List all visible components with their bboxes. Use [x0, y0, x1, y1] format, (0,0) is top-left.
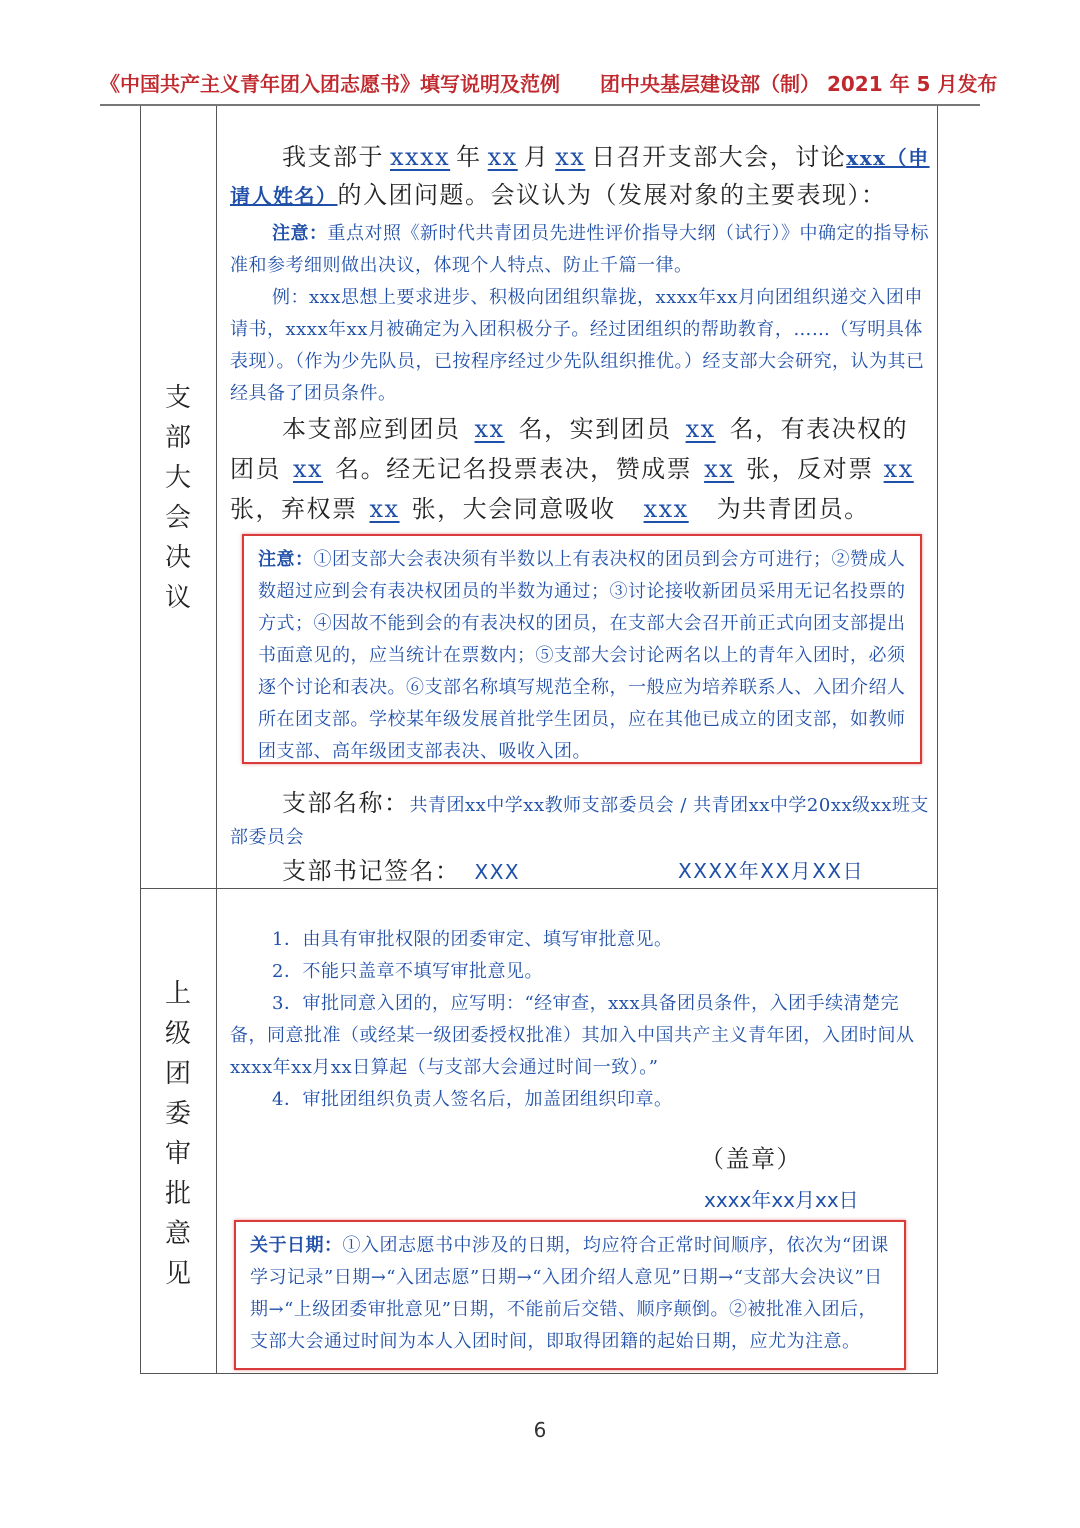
- votes-against[interactable]: xx: [883, 455, 914, 483]
- secretary-signature-line: 支部书记签名： XXX XXXX年XX月XX日: [230, 852, 982, 891]
- note-box-dates: 关于日期：①入团志愿书中涉及的日期，均应符合正常时间顺序，依次为“团课学习记录”日期→“入团志愿”日期→“入团介绍人意见”日期→“支部大会决议”日期→“上级团委审批意见”日期，不能前后交错、顺序颠倒。②被批准入团后，支部大会通过时间为本人入团时间，即取得团籍的起始日期，应尤为注意。: [234, 1220, 906, 1370]
- note-evaluation: 注意：重点对照《新时代共青团员先进性评价指导大纲（试行）》中确定的指导标准和参考细则做出决议，体现个人特点、防止千篇一律。: [230, 223, 929, 276]
- meeting-line-1: 我支部于 xxxx 年 xx 月 xx 日召开支部大会，讨论xxx（申: [282, 143, 930, 171]
- applicant-name-b[interactable]: 请人姓名）: [230, 184, 338, 208]
- voting-members[interactable]: xx: [293, 455, 324, 483]
- members-present[interactable]: xx: [685, 415, 716, 443]
- seal-placeholder: （盖章）: [700, 1145, 802, 1173]
- secretary-sign-date[interactable]: XXXX年XX月XX日: [678, 859, 865, 883]
- row-label-branch-resolution: 支 部 大 会 决 议: [164, 383, 191, 613]
- members-expected[interactable]: xx: [474, 415, 505, 443]
- approval-date[interactable]: xxxx年xx月xx日: [704, 1188, 859, 1212]
- vote-line-2: 团员 xx 名。经无记名投票表决，赞成票 xx 张，反对票 xx: [230, 450, 930, 488]
- accepted-name[interactable]: xxx: [643, 495, 689, 523]
- votes-abstain[interactable]: xx: [369, 495, 400, 523]
- example-text: 例：xxx思想上要求进步、积极向团组织靠拢，xxxx年xx月向团组织递交入团申请书，xxxx年xx月被确定为入团积极分子。经过团组织的帮助教育，……（写明具体表现）。（作为少先队员，已按程序经过少先队组织推优。）经支部大会研究，认为其已经具备了团员条件。: [230, 287, 925, 404]
- header-publisher: 团中央基层建设部（制） 2021 年 5 月发布: [600, 72, 998, 96]
- meeting-day[interactable]: xx: [555, 143, 586, 171]
- row-label-approval: 上 级 团 委 审 批 意 见: [164, 979, 191, 1289]
- approval-item-1: 1．由具有审批权限的团委审定、填写审批意见。: [272, 929, 673, 950]
- branch-name-value[interactable]: 共青团xx中学xx教师支部委员会 / 共青团xx中学20xx级xx班支部委员会: [230, 795, 929, 848]
- meeting-line-2: 请人姓名）的入团问题。会议认为（发展对象的主要表现）：: [230, 181, 887, 209]
- note-box-voting-rules: 注意：①团支部大会表决须有半数以上有表决权的团员到会方可进行；②赞成人数超过应到会有表决权团员的半数为通过；③讨论接收新团员采用无记名投票的方式；④因故不能到会的有表决权的团员，在支部大会召开前正式向团支部提出书面意见的，应当统计在票数内；⑤支部大会讨论两名以上的青年入团时，必须逐个讨论和表决。⑥支部名称填写规范全称，一般应为培养联系人、入团介绍人所在团支部。学校某年级发展首批学生团员，应在其他已成立的团支部，如教师团支部、高年级团支部表决、吸收入团。: [242, 534, 922, 764]
- header-title: 《中国共产主义青年团入团志愿书》填写说明及范例: [100, 72, 560, 96]
- table-column-divider: [216, 106, 217, 1374]
- page-header: [100, 68, 998, 102]
- page-number: 6: [533, 1418, 547, 1442]
- applicant-name-a[interactable]: xxx（申: [846, 146, 930, 170]
- secretary-signature[interactable]: XXX: [474, 860, 521, 884]
- approval-item-3: 3．审批同意入团的，应写明：“经审查，xxx具备团员条件，入团手续清楚完备，同意批准（或经某一级团委授权批准）其加入中国共产主义青年团，入团时间从xxxx年xx月xx日算起（与支部大会通过时间一致）。”: [230, 993, 915, 1078]
- meeting-year[interactable]: xxxx: [390, 143, 451, 171]
- votes-for[interactable]: xx: [704, 455, 735, 483]
- vote-line-3: 张，弃权票 xx 张，大会同意吸收 xxx 为共青团员。: [230, 495, 870, 523]
- meeting-month[interactable]: xx: [487, 143, 518, 171]
- branch-name-field: 支部名称：共青团xx中学xx教师支部委员会 / 共青团xx中学20xx级xx班支部委员会: [230, 789, 929, 848]
- vote-line-1: 本支部应到团员 xx 名，实到团员 xx 名，有表决权的: [282, 415, 909, 443]
- approval-item-4: 4．审批团组织负责人签名后，加盖团组织印章。: [272, 1089, 673, 1110]
- approval-item-2: 2．不能只盖章不填写审批意见。: [272, 961, 543, 982]
